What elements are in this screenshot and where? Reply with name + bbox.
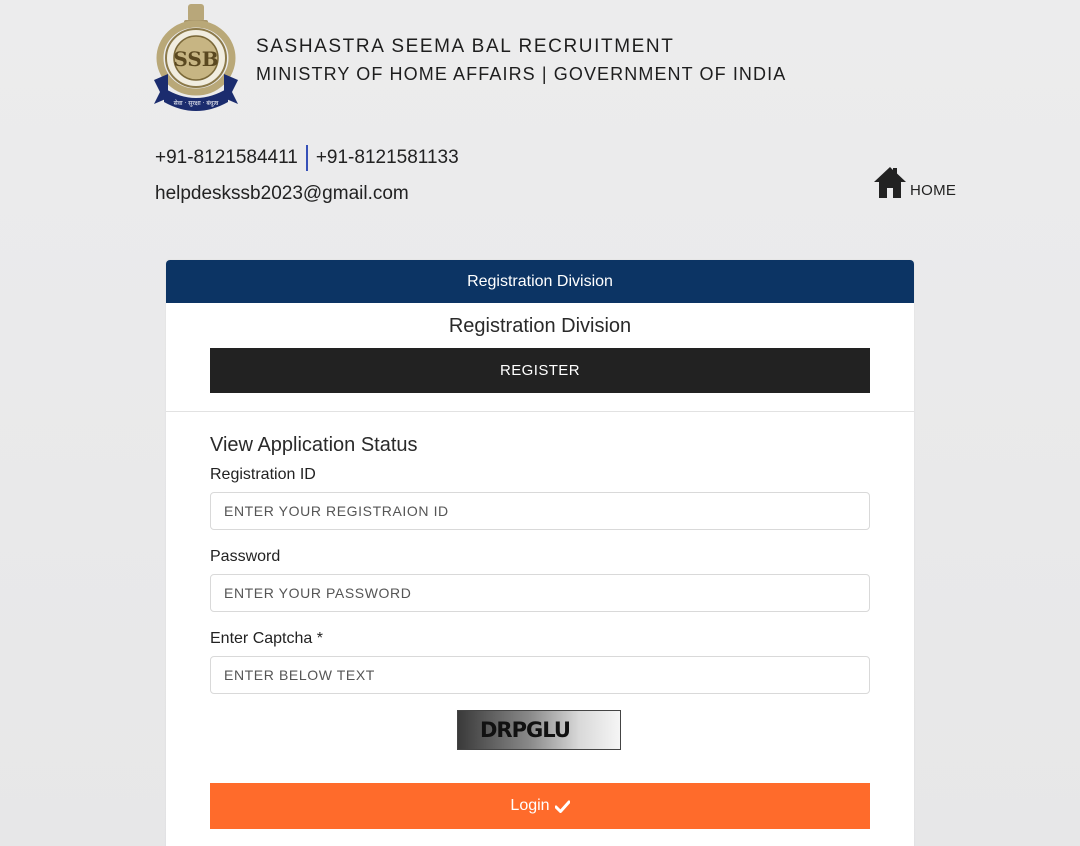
contact-phones: [155, 145, 459, 171]
check-icon: [555, 800, 570, 813]
status-title: View Application Status: [210, 434, 418, 456]
registration-id-label: Registration ID: [210, 466, 316, 483]
login-label: Login: [510, 797, 550, 814]
section-divider: [166, 411, 914, 412]
contact-email: helpdeskssb2023@gmail.com: [155, 183, 409, 204]
password-input[interactable]: [210, 574, 870, 612]
phone-number-1: +91-8121584411: [155, 147, 298, 168]
captcha-image: [457, 710, 621, 750]
phone-divider: [306, 145, 308, 171]
house-icon: [872, 165, 908, 199]
card-header-title: Registration Division: [467, 272, 613, 290]
registration-card: [166, 260, 914, 846]
logo-text: SSB: [173, 47, 219, 71]
login-button[interactable]: [210, 783, 870, 829]
captcha-text: DRPGLU: [480, 718, 570, 742]
card-header: [166, 260, 914, 303]
captcha-input[interactable]: [210, 656, 870, 694]
password-label: Password: [210, 548, 281, 565]
section-title: Registration Division: [448, 315, 632, 337]
org-title: SASHASTRA SEEMA BAL RECRUITMENT: [256, 36, 675, 57]
registration-id-input[interactable]: [210, 492, 870, 530]
status-form: [166, 432, 870, 829]
captcha-label: Enter Captcha *: [210, 630, 323, 647]
phone-number-2: +91-8121581133: [315, 147, 459, 168]
register-button[interactable]: REGISTER: [210, 348, 870, 393]
org-subtitle: MINISTRY OF HOME AFFAIRS | GOVERNMENT OF INDIA: [256, 64, 787, 84]
ssb-emblem-icon: [150, 2, 242, 114]
svg-text:सेवा · सुरक्षा · बंधुत्व: सेवा · सुरक्षा · बंधुत्व: [173, 100, 219, 107]
home-link[interactable]: [872, 165, 956, 199]
home-label: HOME: [910, 182, 957, 199]
